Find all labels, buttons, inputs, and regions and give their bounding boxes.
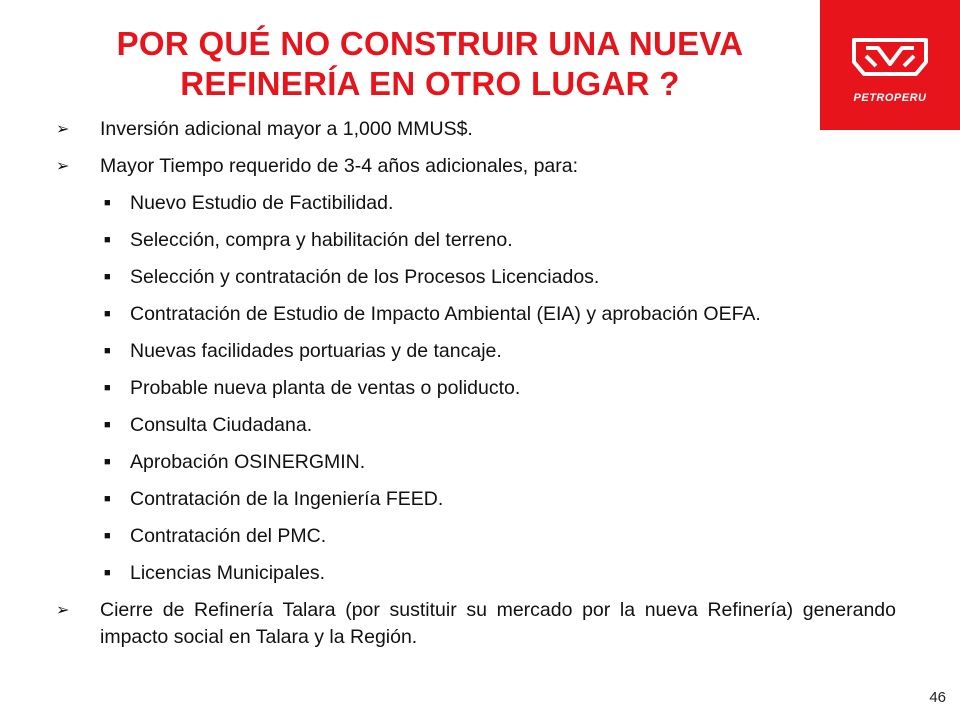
petroperu-emblem-icon [848, 34, 932, 84]
page-number: 46 [929, 689, 946, 706]
bullet-item [56, 375, 896, 402]
square-bullet-icon: ■ [104, 567, 111, 579]
square-bullet-icon: ■ [104, 382, 111, 394]
square-bullet-icon: ■ [104, 419, 111, 431]
square-bullet-icon: ■ [104, 456, 111, 468]
bullet-item [56, 116, 896, 143]
bullet-text: Cierre de Refinería Talara (por sustituir su mercado por la nueva Refinería) generando impacto social en Talara y la Región. [100, 599, 896, 648]
slide-title [40, 24, 820, 104]
petroperu-logo [820, 0, 960, 130]
arrow-bullet-icon: ➢ [56, 158, 70, 175]
bullet-text: Contratación del PMC. [130, 525, 327, 547]
bullet-text: Nuevo Estudio de Factibilidad. [130, 192, 394, 214]
bullet-text: Selección y contratación de los Procesos Licenciados. [130, 266, 600, 288]
square-bullet-icon: ■ [104, 234, 111, 246]
bullet-item [56, 486, 896, 513]
bullet-item [56, 523, 896, 550]
square-bullet-icon: ■ [104, 530, 111, 542]
bullet-item [56, 338, 896, 365]
bullet-list [56, 116, 896, 661]
title-line-2: REFINERÍA EN OTRO LUGAR ? [180, 65, 680, 102]
bullet-item [56, 412, 896, 439]
bullet-text: Contratación de Estudio de Impacto Ambiental (EIA) y aprobación OEFA. [130, 303, 761, 325]
bullet-item [56, 449, 896, 476]
arrow-bullet-icon: ➢ [56, 121, 70, 138]
bullet-text: Inversión adicional mayor a 1,000 MMUS$. [100, 118, 473, 140]
bullet-text: Nuevas facilidades portuarias y de tancaje. [130, 340, 502, 362]
bullet-text: Aprobación OSINERGMIN. [130, 451, 366, 473]
bullet-text: Consulta Ciudadana. [130, 414, 313, 436]
bullet-item [56, 597, 896, 651]
bullet-text: Probable nueva planta de ventas o poliducto. [130, 377, 521, 399]
square-bullet-icon: ■ [104, 197, 111, 209]
bullet-item [56, 153, 896, 180]
square-bullet-icon: ■ [104, 493, 111, 505]
bullet-text: Selección, compra y habilitación del terreno. [130, 229, 513, 251]
logo-text: PETROPERU [853, 92, 927, 104]
arrow-bullet-icon: ➢ [56, 602, 70, 619]
square-bullet-icon: ■ [104, 345, 111, 357]
bullet-text: Contratación de la Ingeniería FEED. [130, 488, 444, 510]
bullet-item [56, 190, 896, 217]
bullet-text: Licencias Municipales. [130, 562, 326, 584]
bullet-item [56, 227, 896, 254]
bullet-item [56, 301, 896, 328]
square-bullet-icon: ■ [104, 308, 111, 320]
bullet-item [56, 560, 896, 587]
bullet-text: Mayor Tiempo requerido de 3-4 años adicionales, para: [100, 155, 579, 177]
bullet-item [56, 264, 896, 291]
title-line-1: POR QUÉ NO CONSTRUIR UNA NUEVA [116, 25, 744, 62]
square-bullet-icon: ■ [104, 271, 111, 283]
